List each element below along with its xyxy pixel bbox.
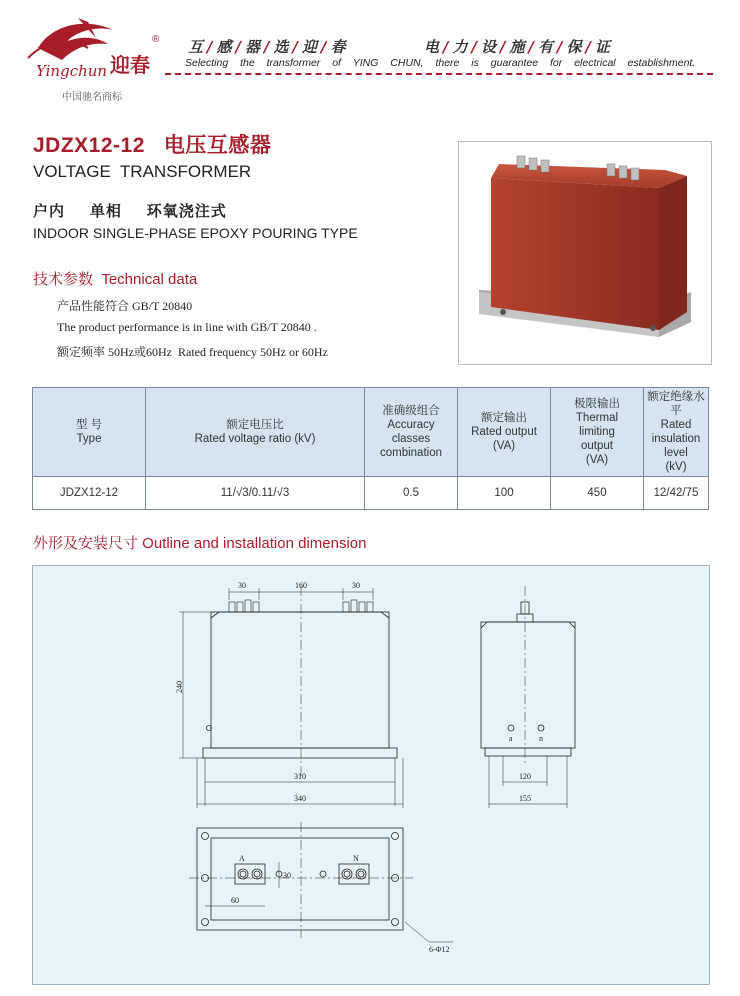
product-name-en: VOLTAGE TRANSFORMER xyxy=(33,162,252,181)
spec-table xyxy=(32,387,709,510)
dim-height: 240 xyxy=(175,681,184,693)
table-row xyxy=(33,477,709,510)
header-rated-output: 额定输出 Rated output (VA) xyxy=(458,388,551,477)
slogan-en: Selecting the transformer of YING CHUN, there is guarantee for electrical establishment. xyxy=(185,57,696,69)
tech-line-standard-cn: 产品性能符合 GB/T 20840 xyxy=(57,299,193,313)
header-voltage-ratio: 额定电压比 Rated voltage ratio (kV) xyxy=(146,388,365,477)
technical-data-title: 技术参数 Technical data xyxy=(33,271,198,288)
product-photo xyxy=(458,141,712,365)
cell-voltage-ratio: 11/√3/0.11/√3 xyxy=(146,477,365,510)
product-type-en: INDOOR SINGLE-PHASE EPOXY POURING TYPE xyxy=(33,225,358,241)
dim-155: 155 xyxy=(519,794,531,803)
cell-rated-output: 100 xyxy=(458,477,551,510)
header-divider xyxy=(165,73,713,75)
plan-holes: 6-Φ12 xyxy=(429,945,450,954)
tech-line-frequency: 额定频率 50Hz或60Hz Rated frequency 50Hz or 60Hz xyxy=(57,345,328,359)
tech-line-standard-en: The product performance is in line with GB/T 20840 . xyxy=(57,320,317,334)
outline-title: 外形及安装尺寸 Outline and installation dimension xyxy=(33,535,367,552)
table-header-row xyxy=(33,388,709,477)
cell-thermal-output: 450 xyxy=(551,477,644,510)
dim-top-left: 30 xyxy=(238,581,246,590)
product-type-cn: 户内 单相 环氧浇注式 xyxy=(33,202,227,220)
cell-insulation: 12/42/75 xyxy=(644,477,709,510)
outline-drawing xyxy=(32,565,710,985)
cell-type: JDZX12-12 xyxy=(33,477,146,510)
header-accuracy: 准确级组合 Accuracy classes combination xyxy=(365,388,458,477)
logo-text: Yingchun xyxy=(36,62,108,80)
plan-label-n: N xyxy=(353,854,359,863)
terminal-a: a xyxy=(509,734,513,743)
dim-120: 120 xyxy=(519,772,531,781)
dim-top-right: 30 xyxy=(352,581,360,590)
product-title: JDZX12-12 电压互感器 xyxy=(33,134,272,157)
terminal-n: n xyxy=(539,734,543,743)
slogan-cn: 互 / 感 / 器 / 选 / 迎 / 春 电 / 力 / 设 / 施 / 有 / 保 / 证 xyxy=(188,38,612,56)
header-thermal-output: 极限输出 Thermal limiting output (VA) xyxy=(551,388,644,477)
cell-accuracy: 0.5 xyxy=(365,477,458,510)
dim-310: 310 xyxy=(294,772,306,781)
plan-dim-60: 60 xyxy=(231,896,239,905)
dim-340: 340 xyxy=(294,794,306,803)
header-type: 型 号 Type xyxy=(33,388,146,477)
header-insulation: 额定绝缘水平 Rated insulation level (kV) xyxy=(644,388,709,477)
registered-mark: ® xyxy=(152,34,160,45)
dim-top-mid: 160 xyxy=(295,581,307,590)
brand-mark: 中国驰名商标 xyxy=(62,92,122,103)
plan-label-a: A xyxy=(239,854,245,863)
plan-dim-30: 30 xyxy=(283,871,291,880)
logo-cn: 迎春 xyxy=(110,53,150,77)
